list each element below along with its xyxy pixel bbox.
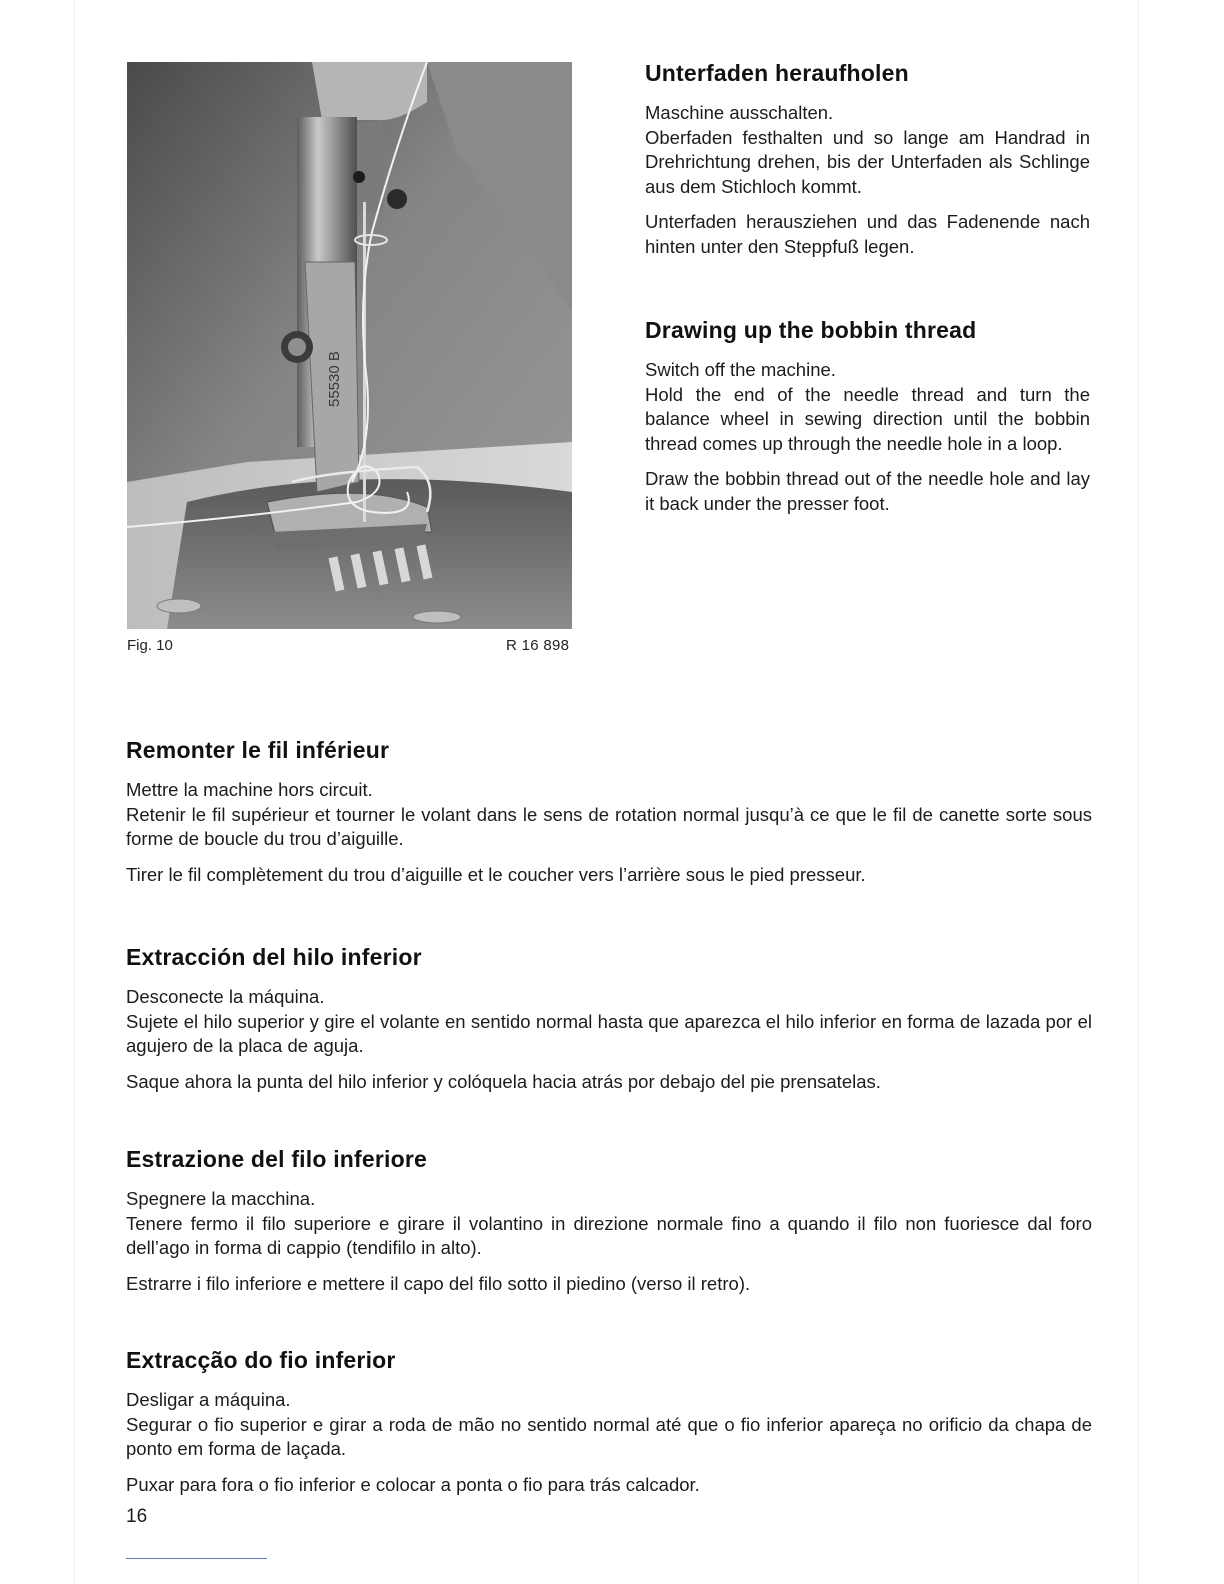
section-german bbox=[645, 60, 1090, 270]
page-edge-left bbox=[74, 0, 75, 1584]
footer-rule bbox=[126, 1558, 267, 1559]
section-paragraph: Draw the bobbin thread out of the needle hole and lay it back under the presser foot. bbox=[645, 468, 1090, 514]
section-title: Extracção do fio inferior bbox=[126, 1347, 396, 1373]
page-edge-right bbox=[1138, 0, 1139, 1584]
section-paragraph: Saque ahora la punta del hilo inferior y colóquela hacia atrás por debajo del pie prensatelas. bbox=[126, 1070, 881, 1092]
section-paragraph: Tirer le fil complètement du trou d’aiguille et le coucher vers l’arrière sous le pied presseur. bbox=[126, 863, 866, 885]
section-paragraph: Maschine ausschalten. Oberfaden festhalten und so lange am Handrad in Drehrichtung drehen, bis der Unterfaden als Schlinge aus dem Stichloch kommt. bbox=[645, 102, 1090, 197]
section-paragraph: Desconecte la máquina. Sujete el hilo superior y gire el volante en sentido normal hasta que aparezca el hilo inferior en forma de lazada por el agujero de la placa de aguja. bbox=[126, 986, 1092, 1056]
section-paragraph: Unterfaden herausziehen und das Fadenende nach hinten unter den Steppfuß legen. bbox=[645, 211, 1090, 257]
section-english bbox=[645, 317, 1090, 527]
figure-10-photo bbox=[127, 62, 572, 629]
section-paragraph: Estrarre i filo inferiore e mettere il capo del filo sotto il piedino (verso il retro). bbox=[126, 1272, 751, 1294]
section-spanish bbox=[126, 944, 1092, 1105]
section-paragraph: Mettre la machine hors circuit. Retenir le fil supérieur et tourner le volant dans le sens de rotation normal jusqu’à ce que le fil de canette sorte sous forme de boucle du trou d’aiguille. bbox=[126, 779, 1092, 849]
section-title: Drawing up the bobbin thread bbox=[645, 317, 977, 343]
page-number: 16 bbox=[126, 1506, 148, 1527]
section-paragraph: Desligar a máquina. Segurar o fio superior e girar a roda de mão no sentido normal até que o fio inferior apareça no orificio da chapa de ponto em forma de laçada. bbox=[126, 1389, 1092, 1459]
section-italian bbox=[126, 1146, 1092, 1307]
section-french bbox=[126, 737, 1092, 898]
figure-reference: R 16 898 bbox=[506, 637, 570, 654]
figure-caption: Fig. 10 bbox=[127, 637, 173, 654]
section-paragraph: Switch off the machine. Hold the end of the needle thread and turn the balance wheel in sewing direction until the bobbin thread comes up through the needle hole in a loop. bbox=[645, 359, 1090, 454]
section-title: Remonter le fil inférieur bbox=[126, 737, 390, 763]
section-title: Estrazione del filo inferiore bbox=[126, 1146, 428, 1172]
section-title: Extracción del hilo inferior bbox=[126, 944, 422, 970]
section-paragraph: Spegnere la macchina. Tenere fermo il filo superiore e girare il volantino in direzione normale fino a quando il filo non fuoriesce dal foro dell’ago in forma di cappio (tendifilo in alto). bbox=[126, 1188, 1092, 1258]
part-number: 55530 B bbox=[326, 351, 343, 407]
section-title: Unterfaden heraufholen bbox=[645, 60, 909, 86]
section-paragraph: Puxar para fora o fio inferior e colocar a ponta o fio para trás calcador. bbox=[126, 1473, 700, 1495]
section-portuguese bbox=[126, 1347, 1092, 1508]
